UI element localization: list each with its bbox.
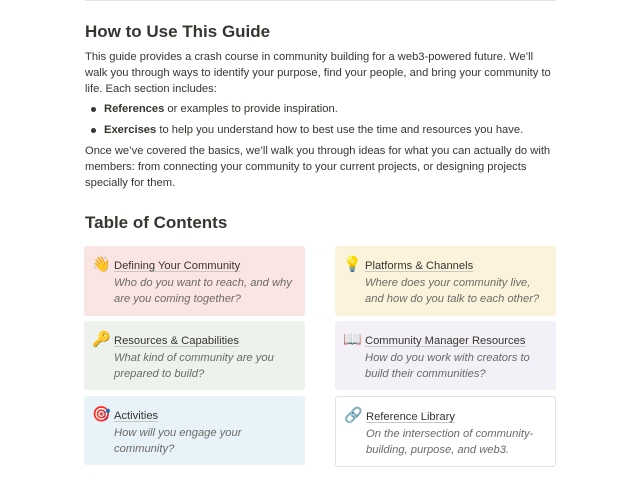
bullet-bold-text: Exercises <box>104 124 157 136</box>
bullet-icon <box>91 107 96 112</box>
light-bulb-icon: 💡 <box>343 256 362 273</box>
bullet-bold-text: References <box>104 103 165 115</box>
bullet-icon <box>91 128 96 133</box>
intro-heading: How to Use This Guide <box>85 22 271 41</box>
link-icon: 🔗 <box>344 407 363 424</box>
toc-card-resources-capabilities[interactable] <box>84 321 305 390</box>
bullet-text: to help you understand how to best use the time and resources you have. <box>156 124 524 136</box>
toc-card-description: Who do you want to reach, and why are you coming together? <box>114 277 292 305</box>
top-divider <box>85 0 556 1</box>
toc-card-platforms-channels[interactable] <box>335 246 556 316</box>
waving-hand-icon: 👋 <box>92 256 111 273</box>
toc-card-title[interactable]: Reference Library <box>366 411 455 423</box>
bullet-text: or examples to provide inspiration. <box>164 103 338 115</box>
toc-heading: Table of Contents <box>85 213 228 232</box>
section-includes-list <box>85 101 556 138</box>
toc-card-title[interactable]: Activities <box>114 410 159 422</box>
list-item <box>85 122 556 138</box>
toc-card-reference-library[interactable] <box>335 396 556 467</box>
toc-card-community-manager-resources[interactable] <box>335 321 556 390</box>
basics-paragraph: Once we’ve covered the basics, we’ll walk you through ideas for what you can actually do with members: from connecting your community to your current projects, or designing projects specially for them. <box>85 145 551 189</box>
key-icon: 🔑 <box>92 331 111 348</box>
toc-card-description: What kind of community are you prepared to build? <box>114 352 274 380</box>
toc-card-description: How will you engage your community? <box>114 427 242 455</box>
target-icon: 🎯 <box>92 406 111 423</box>
toc-card-title[interactable]: Resources & Capabilities <box>114 335 239 347</box>
toc-card-description: How do you work with creators to build their communities? <box>365 352 530 380</box>
intro-paragraph: This guide provides a crash course in community building for a web3-powered future. We’ll walk you through ways to identify your purpose, find your people, and bring your community to life. Each section includes: <box>85 51 551 95</box>
toc-card-defining-your-community[interactable] <box>84 246 305 316</box>
toc-card-title[interactable]: Platforms & Channels <box>365 260 474 272</box>
open-book-icon: 📖 <box>343 331 362 348</box>
guide-content <box>85 20 556 235</box>
list-item <box>85 101 556 117</box>
toc-card-description: On the intersection of community-building, purpose, and web3. <box>366 428 534 456</box>
toc-card-title[interactable]: Defining Your Community <box>114 260 241 272</box>
toc-card-activities[interactable] <box>84 396 305 465</box>
toc-card-title[interactable]: Community Manager Resources <box>365 335 526 347</box>
toc-card-description: Where does your community live, and how do you talk to each other? <box>365 277 540 305</box>
